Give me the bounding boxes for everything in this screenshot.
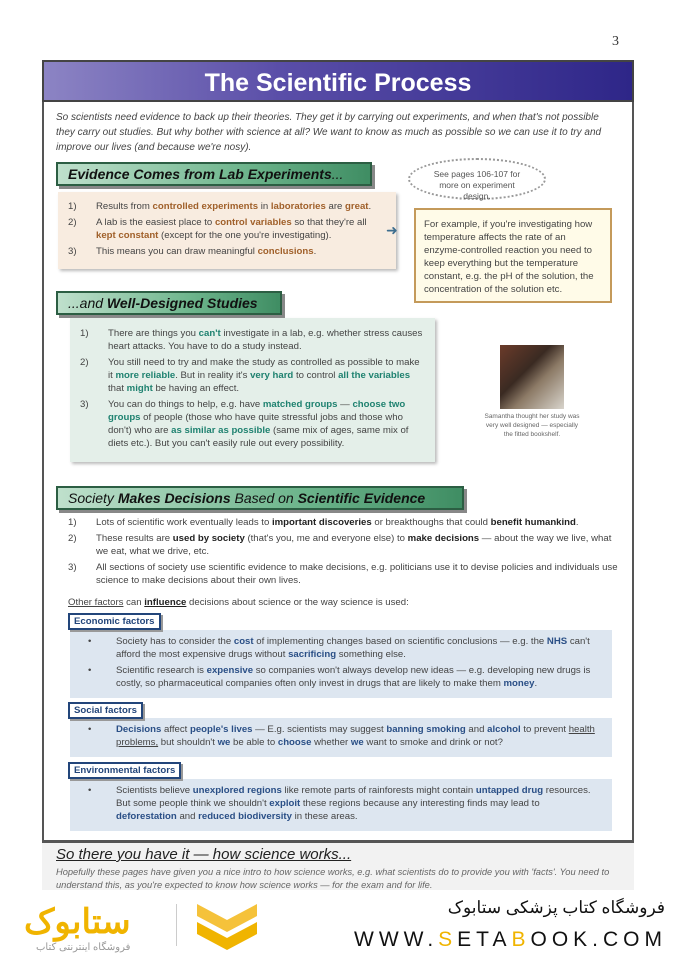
text-run: are bbox=[325, 201, 346, 212]
list-item bbox=[80, 635, 602, 661]
url-part: WWW. bbox=[354, 928, 439, 951]
item-number: 3) bbox=[68, 562, 77, 573]
heading-society-decisions bbox=[56, 486, 464, 510]
h-a: Society bbox=[68, 490, 118, 506]
list-item bbox=[68, 516, 618, 529]
item-number: 3) bbox=[68, 246, 77, 257]
text-run: of people (those who have quite stressful jobs and those who don't) who are bbox=[108, 412, 403, 436]
text-run: want to smoke and drink or not? bbox=[363, 737, 503, 748]
highlight-text: as similar as possible bbox=[171, 425, 271, 436]
item-number: 1) bbox=[68, 517, 77, 528]
list-item bbox=[80, 356, 425, 395]
highlight-text: untapped drug bbox=[475, 785, 544, 796]
highlight-text: great bbox=[345, 201, 369, 212]
arrow-right-icon: ➜ bbox=[386, 222, 398, 238]
photo-caption: Samantha thought her study was very well designed — especially the fitted bookshelf. bbox=[484, 413, 580, 438]
factor-list bbox=[70, 779, 612, 831]
item-number: • bbox=[88, 724, 92, 735]
list-item bbox=[68, 200, 386, 213]
text-run: of implementing changes based on scientific conclusions — e.g. the bbox=[253, 636, 547, 647]
item-text bbox=[96, 532, 618, 558]
text-run: You still need to try and make the study as controlled as possible to make it bbox=[108, 357, 420, 381]
store-url[interactable] bbox=[354, 928, 667, 952]
item-text bbox=[108, 398, 425, 450]
text-run: . bbox=[575, 517, 579, 528]
highlight-text: we bbox=[217, 737, 231, 748]
item-text bbox=[96, 516, 579, 529]
highlight-text: choose bbox=[277, 737, 312, 748]
item-text bbox=[96, 561, 618, 587]
see-pages-note: See pages 106-107 for more on experiment design. bbox=[408, 158, 546, 200]
highlight-text: can't bbox=[198, 328, 221, 339]
logo-subtitle: فروشگاه اینترنتی کتاب bbox=[36, 942, 131, 953]
text-run: . But in reality it's bbox=[175, 370, 251, 381]
text-run: — E.g. scientists may suggest bbox=[252, 724, 387, 735]
text-run: decisions about science or the way science is used: bbox=[186, 597, 409, 608]
setabook-logo: ستابوک bbox=[24, 903, 131, 941]
text-run: — bbox=[337, 399, 353, 410]
item-number: • bbox=[88, 785, 92, 796]
page-title: The Scientific Process bbox=[42, 60, 634, 102]
factor-label: Social factors bbox=[68, 702, 143, 719]
highlight-text: kept constant bbox=[96, 230, 159, 241]
h-c: Based on bbox=[230, 490, 298, 506]
text-run: Society has to consider the bbox=[116, 636, 234, 647]
highlight-text: alcohol bbox=[487, 724, 521, 735]
list-item bbox=[68, 561, 618, 587]
highlight-text: cost bbox=[233, 636, 254, 647]
summary-heading: So there you have it — how science works... bbox=[56, 846, 352, 863]
item-text bbox=[108, 356, 425, 395]
text-run: You can do things to help, e.g. have bbox=[108, 399, 263, 410]
example-box: For example, if you're investigating how temperature affects the rate of an enzyme-controlled reaction you need to keep everything but the temperature constant, e.g. the pH of the solution, the concentration of the solution etc. bbox=[414, 208, 612, 303]
logo-divider bbox=[176, 904, 177, 946]
text-run: Lots of scientific work eventually leads to bbox=[96, 517, 272, 528]
item-text bbox=[116, 723, 602, 749]
text-run: investigate in a lab, e.g. whether stress causes heart attacks. You have to do a study instead. bbox=[108, 328, 423, 352]
text-run: Scientific research is bbox=[116, 665, 207, 676]
text-run: in bbox=[258, 201, 271, 212]
text-run: be able to bbox=[230, 737, 278, 748]
text-run: like remote parts of rainforests might contain bbox=[281, 785, 476, 796]
highlight-text: sacrificing bbox=[288, 649, 337, 660]
text-run: to control bbox=[293, 370, 339, 381]
text-run: — about the way we live, what we eat, what we drive, etc. bbox=[96, 533, 612, 557]
h-b: Makes Decisions bbox=[117, 490, 231, 506]
text-run: (except for the one you're investigating). bbox=[158, 230, 332, 241]
studies-list bbox=[70, 318, 435, 462]
url-part: OOK.COM bbox=[530, 928, 667, 951]
text-run: and bbox=[465, 724, 488, 735]
page-number: 3 bbox=[612, 34, 619, 49]
list-item bbox=[68, 216, 386, 242]
store-name: فروشگاه کتاب پزشکی ستابوک bbox=[447, 898, 665, 917]
highlight-text: important discoveries bbox=[271, 517, 372, 528]
society-list bbox=[68, 516, 618, 590]
highlight-text: we bbox=[350, 737, 364, 748]
heading-text: Well-Designed Studies bbox=[106, 295, 258, 311]
text-run: so companies won't always develop new ideas — e.g. developing new drugs is costly, so pharmaceutical companies often only invest in drugs that are likely to make them bbox=[116, 665, 591, 689]
text-run: resources. But some people think we shouldn't bbox=[116, 785, 591, 809]
text-run: in these areas. bbox=[291, 811, 358, 822]
highlight-text: exploit bbox=[269, 798, 301, 809]
highlight-text: very hard bbox=[250, 370, 294, 381]
highlight-text: choose two groups bbox=[108, 399, 406, 423]
item-text bbox=[96, 245, 316, 258]
text-run: to prevent bbox=[520, 724, 569, 735]
highlight-text: conclusions bbox=[257, 246, 314, 257]
highlight-text: reduced biodiversity bbox=[198, 811, 292, 822]
text-run: (same mix of ages, same mix of diets etc.). But you can't easily rule out every possibility. bbox=[108, 425, 409, 449]
list-item bbox=[80, 723, 602, 749]
text-run: There are things you bbox=[108, 328, 199, 339]
list-item bbox=[68, 245, 386, 258]
item-text bbox=[116, 635, 602, 661]
text-run: Results from bbox=[96, 201, 153, 212]
item-number: • bbox=[88, 665, 92, 676]
url-part: B bbox=[511, 928, 531, 951]
text-run: Scientists believe bbox=[116, 785, 193, 796]
intro-text: So scientists need evidence to back up their theories. They get it by carrying out experiments, and when that's not possible they carry out studies. But why bother with science at all? We want to know as much as possible so we can use it to try and improve our lives (and because we're nosy). bbox=[56, 112, 602, 153]
highlight-text: all the variables bbox=[338, 370, 411, 381]
text-run: (that's you, me and everyone else) to bbox=[244, 533, 408, 544]
text-run: All sections of society use scientific evidence to make decisions, e.g. politicians use it to devise policies and individuals use science to make decisions about their own lives. bbox=[96, 562, 618, 586]
factor-list bbox=[70, 630, 612, 698]
highlight-text: expensive bbox=[206, 665, 254, 676]
text-run: these regions because any interesting finds may lead to bbox=[300, 798, 540, 809]
text-run: that bbox=[108, 383, 127, 394]
h-d: Scientific Evidence bbox=[297, 490, 426, 506]
highlight-text: money bbox=[503, 678, 535, 689]
item-number: 3) bbox=[80, 399, 89, 410]
highlight-text: NHS bbox=[546, 636, 568, 647]
text-run: or breakthoughs that could bbox=[371, 517, 491, 528]
highlight-text: benefit humankind bbox=[490, 517, 576, 528]
other-factors-text bbox=[68, 596, 618, 609]
item-text bbox=[96, 200, 371, 213]
highlight-text: control variables bbox=[214, 217, 292, 228]
text-run: A lab is the easiest place to bbox=[96, 217, 215, 228]
highlight-text: deforestation bbox=[116, 811, 177, 822]
item-number: 2) bbox=[68, 217, 77, 228]
text-run: can bbox=[123, 597, 145, 608]
url-part: ETA bbox=[457, 928, 512, 951]
highlight-text: used by society bbox=[172, 533, 245, 544]
list-item bbox=[80, 784, 602, 823]
item-text bbox=[116, 664, 602, 690]
heading-ellipsis: ... bbox=[331, 166, 344, 182]
heading-text: Evidence Comes from Lab Experiments bbox=[68, 166, 332, 182]
text-run: whether bbox=[311, 737, 351, 748]
chevron-logo-icon bbox=[192, 898, 262, 952]
footer-banner bbox=[0, 890, 679, 961]
heading-well-designed-studies bbox=[56, 291, 282, 315]
heading-lab-experiments bbox=[56, 162, 372, 186]
text-run: . bbox=[534, 678, 538, 689]
text-run: affect bbox=[161, 724, 190, 735]
list-item bbox=[80, 327, 425, 353]
highlight-text: banning smoking bbox=[386, 724, 466, 735]
item-number: 1) bbox=[80, 328, 89, 339]
highlight-text: might bbox=[126, 383, 153, 394]
list-item bbox=[68, 532, 618, 558]
heading-prefix: ...and bbox=[68, 295, 107, 311]
text-run: and bbox=[176, 811, 199, 822]
text-run: something else. bbox=[336, 649, 406, 660]
item-text bbox=[108, 327, 425, 353]
highlight-text: Decisions bbox=[116, 724, 162, 735]
url-part: S bbox=[438, 928, 458, 951]
text-run: This means you can draw meaningful bbox=[96, 246, 258, 257]
list-item bbox=[80, 398, 425, 450]
item-text bbox=[96, 216, 386, 242]
factor-list bbox=[70, 718, 612, 757]
text-run: . bbox=[313, 246, 317, 257]
item-number: • bbox=[88, 636, 92, 647]
highlight-text: influence bbox=[144, 597, 187, 608]
highlight-text: people's lives bbox=[189, 724, 253, 735]
highlight-text: make decisions bbox=[407, 533, 480, 544]
item-number: 1) bbox=[68, 201, 77, 212]
highlight-text: more reliable bbox=[115, 370, 176, 381]
text-run: so that they're all bbox=[291, 217, 367, 228]
text-run: but shouldn't bbox=[158, 737, 218, 748]
text-run: Other factors bbox=[68, 597, 124, 608]
text-run: health problems, bbox=[116, 724, 595, 748]
list-item bbox=[80, 664, 602, 690]
highlight-text: laboratories bbox=[270, 201, 326, 212]
lab-list bbox=[58, 192, 396, 269]
factor-label: Economic factors bbox=[68, 613, 161, 630]
photo-samantha bbox=[500, 345, 564, 409]
item-number: 2) bbox=[68, 533, 77, 544]
text-run: can't afford the most expensive drugs without bbox=[116, 636, 590, 660]
text-run: be having an effect. bbox=[152, 383, 240, 394]
item-number: 2) bbox=[80, 357, 89, 368]
item-text bbox=[116, 784, 602, 823]
highlight-text: matched groups bbox=[262, 399, 338, 410]
summary-text: Hopefully these pages have given you a nice intro to how science works, e.g. what scientists do to provide you with 'facts'. You need to understand this, as you're expected to know how science works — for the exam and for life. bbox=[56, 867, 610, 890]
highlight-text: controlled experiments bbox=[152, 201, 259, 212]
highlight-text: unexplored regions bbox=[192, 785, 282, 796]
factor-label: Environmental factors bbox=[68, 762, 181, 779]
text-run: These results are bbox=[96, 533, 173, 544]
text-run: . bbox=[368, 201, 372, 212]
